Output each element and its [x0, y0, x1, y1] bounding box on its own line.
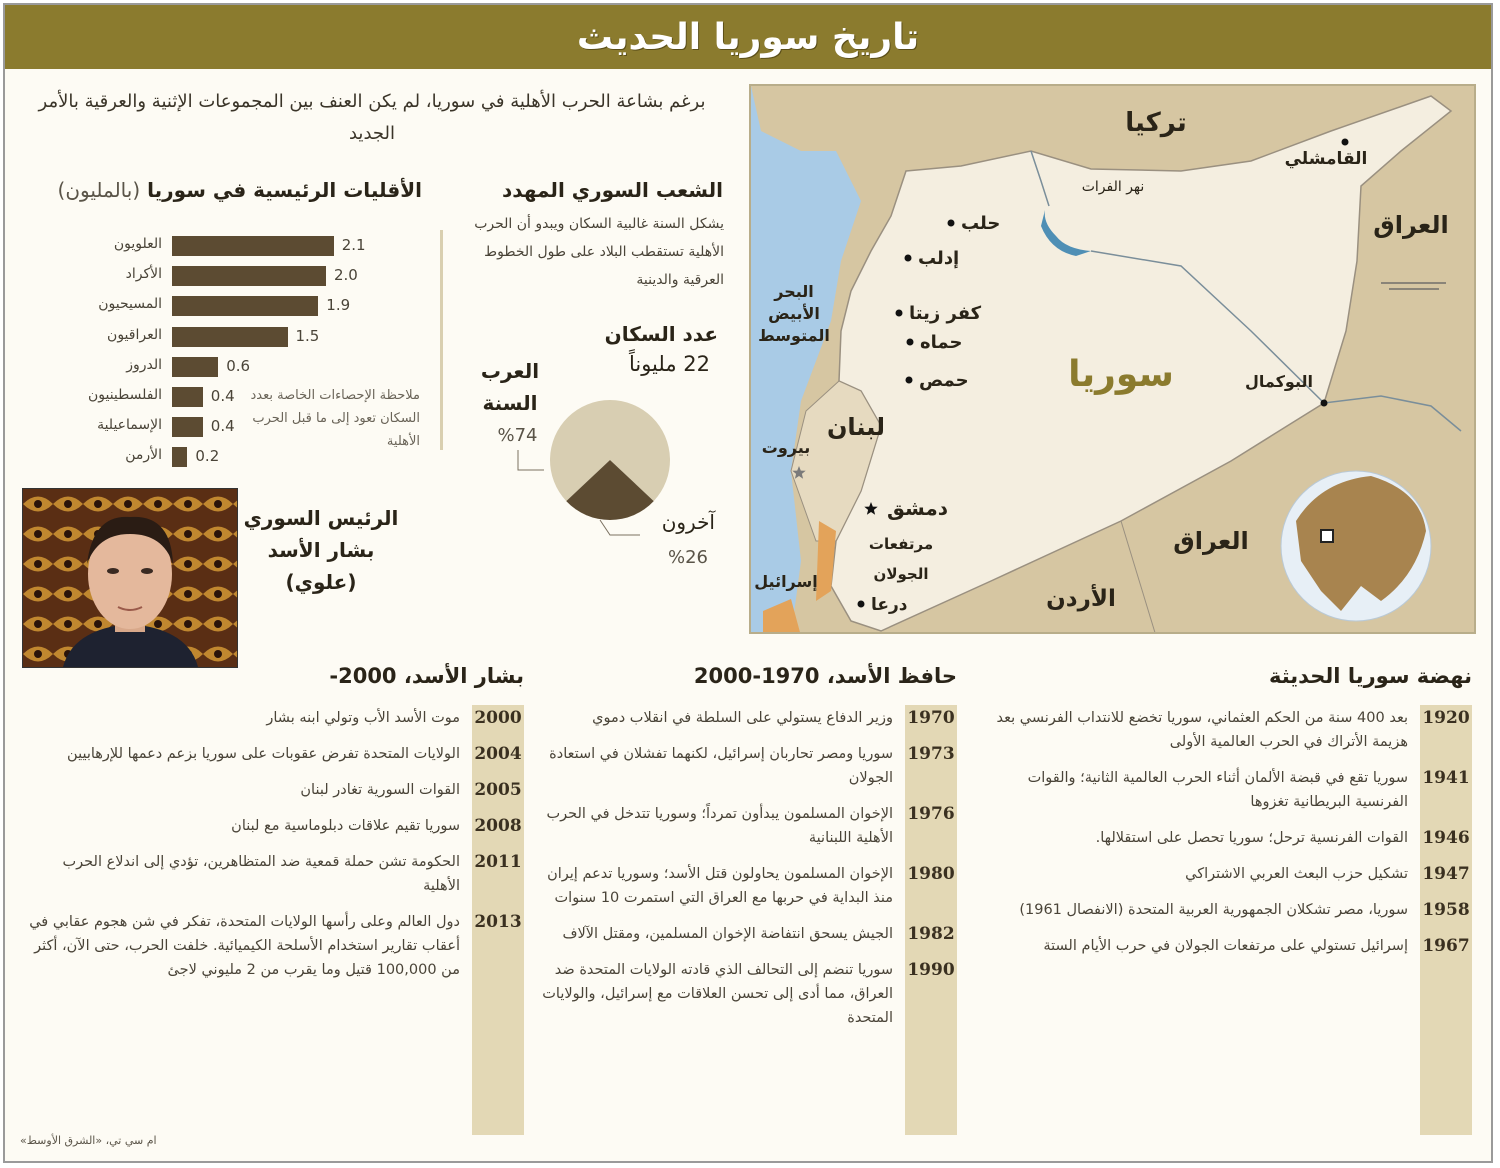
portrait-image: [23, 489, 237, 667]
page-title: تاريخ سوريا الحديث: [576, 16, 920, 58]
timeline-column: [535, 706, 957, 1042]
city-dot-icon: [1321, 400, 1328, 407]
timeline-year: 1946: [1422, 828, 1470, 848]
label-sea-2: الأبيض: [768, 304, 820, 323]
president-caption: [240, 502, 402, 598]
label-euphrates: نهر الفرات: [1081, 179, 1145, 195]
timeline-year: 1967: [1422, 936, 1470, 956]
timeline-year: 1973: [907, 744, 955, 764]
bar: [172, 296, 318, 316]
city-label-hama: حماه: [920, 332, 963, 353]
timeline-event-text: سوريا تقع في قبضة الألمان أثناء الحرب العالمية الثانية؛ والقوات الفرنسية البريطانية تغزوها: [1027, 770, 1408, 810]
timeline-event-text: القوات الفرنسية ترحل؛ سوريا تحصل على استقلالها.: [1095, 830, 1408, 846]
label-golan-2: الجولان: [873, 565, 929, 583]
sunni-pct: %74: [497, 425, 538, 446]
timeline-year: 1980: [907, 864, 955, 884]
timeline-entry: [24, 910, 524, 982]
label-iraq-ne: العراق: [1373, 211, 1449, 239]
source-credit: ام سي تي، «الشرق الأوسط»: [20, 1134, 157, 1147]
label-jordan: الأردن: [1046, 586, 1116, 612]
others-label: آخرون: [661, 510, 715, 534]
bar-row: [40, 357, 420, 377]
timeline-year: 1947: [1422, 864, 1470, 884]
bar-row: [40, 236, 420, 256]
timeline-year: 2011: [474, 852, 522, 872]
timeline-entry: [535, 802, 957, 850]
timeline-heading: حافظ الأسد، 1970-2000: [693, 664, 957, 688]
city-label-idlib: إدلب: [918, 248, 960, 269]
people-heading: الشعب السوري المهدد: [502, 178, 723, 202]
bar: [172, 447, 187, 467]
timeline-entry: [24, 814, 524, 838]
timeline-entry: [535, 922, 957, 946]
timeline-year: 2008: [474, 816, 522, 836]
bar-value-label: 1.5: [295, 326, 320, 345]
city-label-abu-kamal: البوكمال: [1245, 372, 1313, 391]
city-dot-icon: [858, 601, 865, 608]
city-dot-icon: [905, 255, 912, 262]
bar: [172, 357, 218, 377]
bar-label: الدروز: [126, 356, 162, 373]
timeline-year: 1941: [1422, 768, 1470, 788]
bar-label: الفلسطينيون: [87, 387, 162, 403]
timeline-entry: [972, 766, 1472, 814]
timeline-year: 2013: [474, 912, 522, 932]
president-name: بشار الأسد: [267, 538, 375, 562]
intro-text: برغم بشاعة الحرب الأهلية في سوريا، لم يكن العنف بين المجموعات الإثنية والعرقية بالأمر الجديد: [38, 91, 706, 144]
divider: [440, 230, 443, 450]
timeline-event-text: الولايات المتحدة تفرض عقوبات على سوريا بزعم دعمها للإرهابيين: [67, 746, 460, 762]
bar-label: الأكراد: [125, 266, 162, 283]
president-photo: [22, 488, 238, 668]
bar-value-label: 0.4: [210, 417, 235, 436]
sunni-label: العرب السنة: [480, 359, 540, 415]
timeline-entry: [535, 958, 957, 1030]
minorities-heading: [22, 178, 422, 202]
label-syria: سوريا: [1068, 354, 1174, 395]
timeline-event-text: إسرائيل تستولي على مرتفعات الجولان في حرب الأيام الستة: [1043, 938, 1408, 954]
city-label-aleppo: حلب: [961, 213, 1001, 234]
timeline-column: [972, 706, 1472, 970]
timeline-event-text: وزير الدفاع يستولي على السلطة في انقلاب دموي: [592, 710, 893, 726]
bar-row: [40, 327, 420, 347]
bar: [172, 236, 334, 256]
syria-map: [749, 84, 1476, 634]
label-turkey: تركيا: [1125, 108, 1187, 138]
timeline-entry: [535, 862, 957, 910]
label-israel: إسرائيل: [754, 572, 818, 591]
bar: [172, 417, 203, 437]
bar-row: [40, 296, 420, 316]
timeline-event-text: سوريا ومصر تحاربان إسرائيل، لكنهما تفشلان في استعادة الجولان: [549, 746, 893, 786]
map-svg: [751, 86, 1476, 634]
bar: [172, 327, 288, 347]
label-sea-3: المتوسط: [758, 326, 830, 345]
timeline-year: 1982: [907, 924, 955, 944]
bar-value-label: 0.2: [195, 447, 220, 466]
bar-value-label: 0.6: [226, 356, 251, 375]
bar-label: الأرمن: [125, 447, 162, 464]
timeline-event-text: دول العالم وعلى رأسها الولايات المتحدة، تفكر في شن هجوم عقابي في أعقاب تقارير استخدام الأسلحة الكيميائية. خلفت الحرب، حتى الآن، أكثر من 100,000 قتيل وما يقرب من 2 مليوني لاجئ: [29, 914, 460, 978]
timeline-event-text: سوريا تنضم إلى التحالف الذي قادته الولايات المتحدة ضد العراق، مما أدى إلى تحسن العلاقات مع إسرائيل، والولايات المتحدة: [542, 962, 893, 1026]
bar-row: [40, 266, 420, 286]
timeline-entry: [972, 826, 1472, 850]
minorities-unit: (بالمليون): [57, 178, 141, 202]
timeline-event-text: موت الأسد الأب وتولي ابنه بشار: [266, 710, 460, 726]
timeline-event-text: الجيش يسحق انتفاضة الإخوان المسلمين، ومقتل الآلاف: [562, 926, 893, 942]
president-title: الرئيس السوري: [243, 506, 399, 530]
bar-value-label: 1.9: [326, 296, 351, 315]
population-value: 22 مليوناً: [628, 352, 710, 376]
timeline-year: 1976: [907, 804, 955, 824]
bar-value-label: 0.4: [210, 387, 235, 405]
timeline-heading: نهضة سوريا الحديثة: [1268, 664, 1472, 688]
timeline-entry: [972, 898, 1472, 922]
timeline-entry: [972, 934, 1472, 958]
timeline-event-text: سوريا تقيم علاقات دبلوماسية مع لبنان: [231, 818, 460, 834]
timeline-event-text: سوريا، مصر تشكلان الجمهورية العربية المتحدة (الانفصال 1961): [1019, 902, 1408, 918]
city-dot-icon: [906, 377, 913, 384]
timeline-entry: [24, 742, 524, 766]
bar-value-label: 2.0: [334, 266, 358, 285]
globe-location-marker: [1321, 530, 1333, 542]
city-label-qamishli: القامشلي: [1284, 149, 1368, 169]
bar-label: الإسماعيلية: [97, 417, 162, 434]
city-dot-icon: [948, 220, 955, 227]
timeline-year: 2000: [474, 708, 522, 728]
city-dot-icon: [907, 339, 914, 346]
bar: [172, 266, 326, 286]
city-dot-icon: [1342, 139, 1349, 146]
timeline-entry: [972, 706, 1472, 754]
bar-label: العراقيون: [107, 326, 162, 343]
timeline-year: 2004: [474, 744, 522, 764]
title-bar: [5, 5, 1491, 69]
bar-label: العلويون: [113, 236, 162, 252]
leader-line-sunni: [518, 450, 544, 470]
timeline-year: 1970: [907, 708, 955, 728]
city-label-beirut: بيروت: [761, 438, 811, 457]
timeline-event-text: بعد 400 سنة من الحكم العثماني، سوريا تخضع للانتداب الفرنسي بعد هزيمة الأتراك في الحرب العالمية الأولى: [996, 710, 1408, 750]
timeline-year: 2005: [474, 780, 522, 800]
bar-value-label: 2.1: [341, 236, 366, 254]
timeline-entry: [535, 742, 957, 790]
timeline-entry: [24, 706, 524, 730]
bar: [172, 387, 203, 407]
label-iraq-s: العراق: [1173, 527, 1249, 555]
timeline-year: 1990: [907, 960, 955, 980]
timeline-year: 1920: [1422, 708, 1470, 728]
city-label-damascus: دمشق: [887, 496, 949, 520]
city-label-kafr-zita: كفر زيتا: [909, 303, 982, 324]
timeline-event-text: الإخوان المسلمون يحاولون قتل الأسد؛ وسوريا تدعم إيران منذ البداية في حربها مع العراق التي استمرت 10 سنوات: [547, 866, 893, 906]
timeline-entry: [535, 706, 957, 730]
timeline-column: [24, 706, 524, 994]
leader-line-others: [600, 520, 640, 535]
city-dot-icon: [896, 310, 903, 317]
population-label: عدد السكان: [604, 322, 718, 346]
label-lebanon: لبنان: [826, 413, 886, 441]
people-text: يشكل السنة غالبية السكان ويبدو أن الحرب الأهلية تستقطب البلاد على طول الخطوط العرقية والدينية: [474, 216, 724, 288]
timeline-event-text: القوات السورية تغادر لبنان: [300, 782, 460, 798]
label-golan-1: مرتفعات: [868, 535, 934, 553]
others-pct: %26: [667, 547, 708, 568]
minorities-title: الأقليات الرئيسية في سوريا: [147, 178, 422, 202]
bar-label: المسيحيون: [98, 296, 162, 313]
timeline-heading: بشار الأسد، 2000-: [329, 664, 524, 688]
timeline-event-text: تشكيل حزب البعث العربي الاشتراكي: [1185, 866, 1408, 882]
timeline-year: 1958: [1422, 900, 1470, 920]
population-pie-chart: [500, 390, 680, 550]
city-label-homs: حمص: [919, 370, 969, 391]
timeline-entry: [24, 850, 524, 898]
timeline-entry: [972, 862, 1472, 886]
timeline-event-text: الإخوان المسلمون يبدأون تمرداً؛ وسوريا تتدخل في الحرب الأهلية اللبنانية: [546, 806, 893, 846]
label-sea-1: البحر: [774, 282, 814, 301]
timeline-entry: [24, 778, 524, 802]
president-sect: (علوي): [285, 570, 357, 594]
timeline-event-text: الحكومة تشن حملة قمعية ضد المتظاهرين، تؤدي إلى اندلاع الحرب الأهلية: [62, 854, 460, 894]
minorities-note: ملاحظة الإحصاءات الخاصة بعدد السكان تعود إلى ما قبل الحرب الأهلية: [250, 388, 420, 449]
city-label-daraa: درعا: [871, 595, 908, 615]
